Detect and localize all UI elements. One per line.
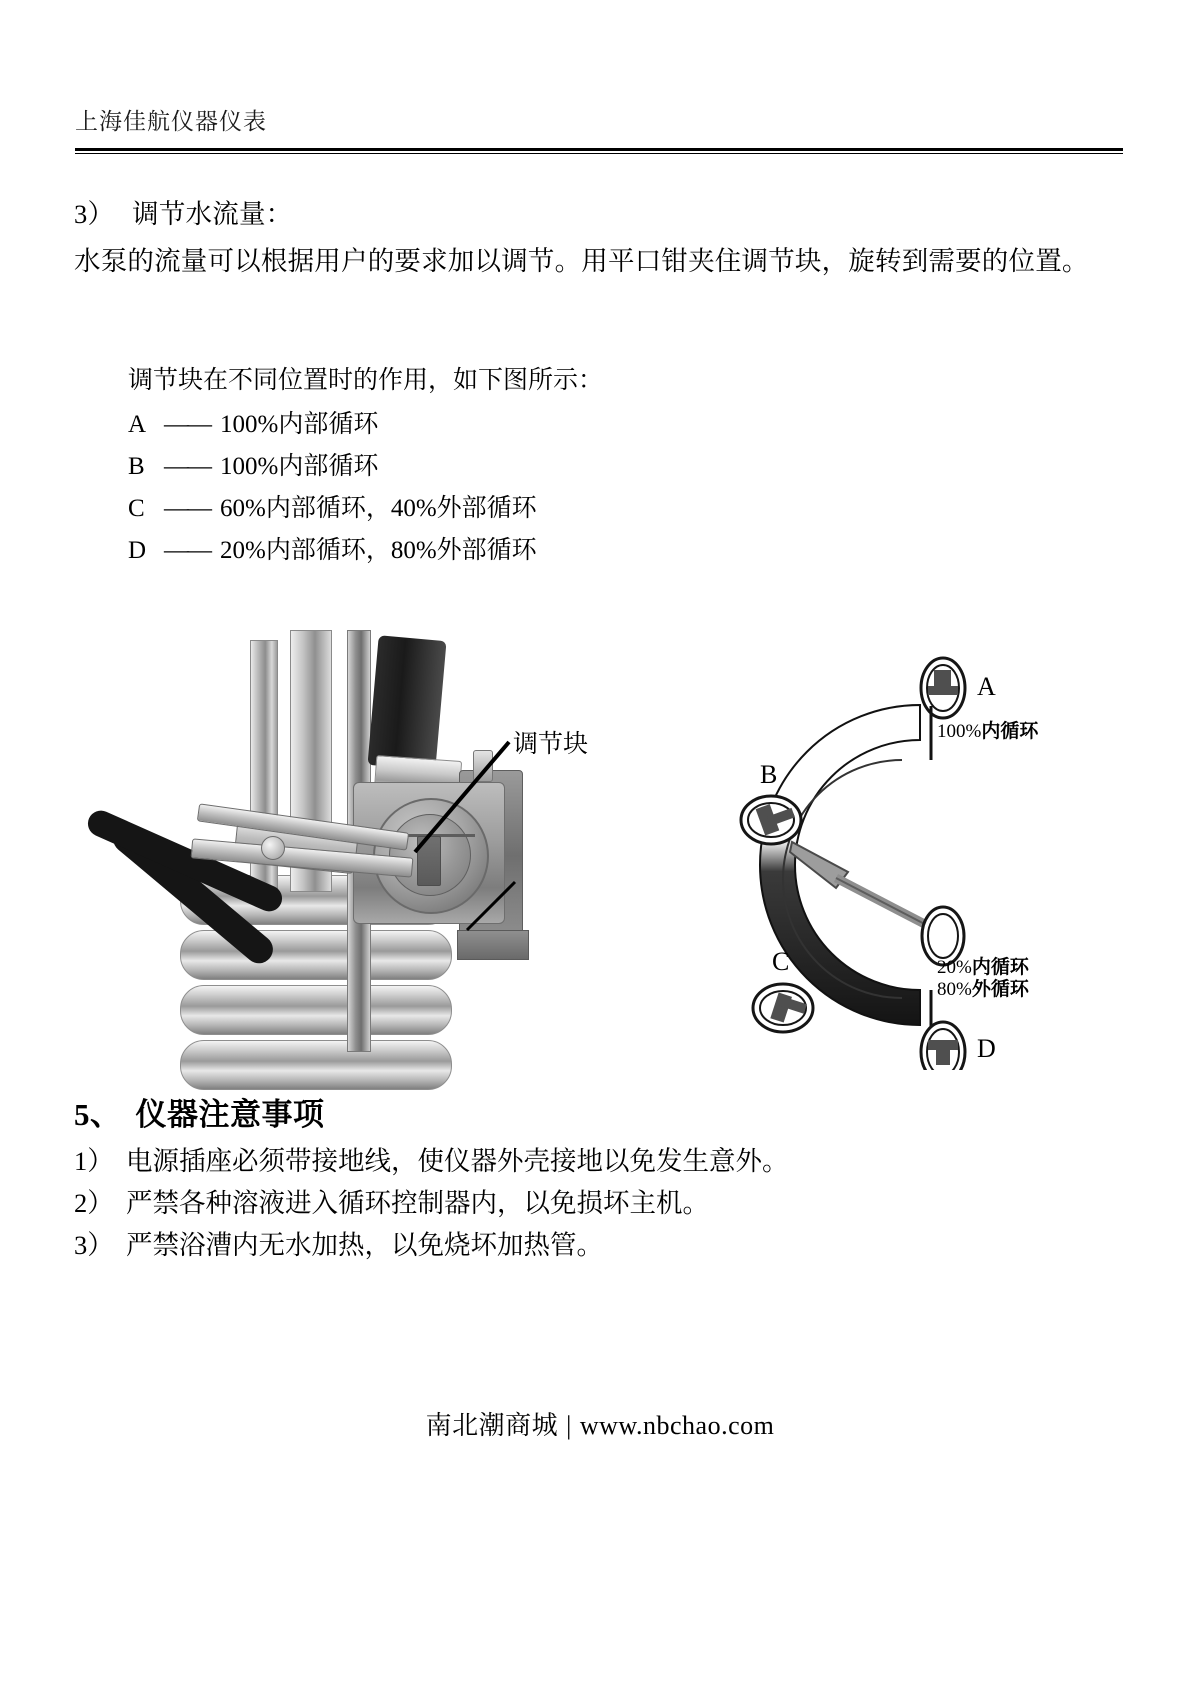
legend-value: 20%内部循环，80%外部循环 xyxy=(220,537,537,564)
list-item xyxy=(128,530,928,572)
list-item xyxy=(74,1224,1126,1266)
dial-label-top-pct: 100% xyxy=(937,721,982,742)
warning-number: 2） xyxy=(74,1188,114,1218)
dial-position-c: C xyxy=(772,947,790,976)
warning-number: 3） xyxy=(74,1230,114,1260)
warning-text: 严禁浴漕内无水加热，以免烧坏加热管。 xyxy=(126,1230,603,1260)
legend-list xyxy=(128,360,928,572)
legend-key: B xyxy=(128,453,145,480)
legend-value: 60%内部循环，40%外部循环 xyxy=(220,495,537,522)
dial-graphic xyxy=(640,620,1125,1070)
legend-key: D xyxy=(128,537,147,564)
step-heading xyxy=(74,192,1126,237)
section-precautions xyxy=(74,1092,1126,1266)
list-item xyxy=(128,446,928,488)
valve-icon-b xyxy=(741,796,801,844)
legend-dash: —— xyxy=(164,495,210,522)
dial-position-b: B xyxy=(760,760,778,789)
pump-photo xyxy=(85,630,605,1060)
valve-icon-a xyxy=(921,658,965,718)
step-paragraph: 水泵的流量可以根据用户的要求加以调节。用平口钳夹住调节块，旋转到需要的位置。 xyxy=(74,246,1089,276)
page-footer xyxy=(0,1405,1200,1442)
header-divider xyxy=(75,148,1123,154)
footer-site-name: 南北潮商城 xyxy=(425,1411,559,1440)
warning-text: 电源插座必须带接地线，使仪器外壳接地以免发生意外。 xyxy=(126,1146,789,1176)
dial-label-bottom-text-2: 外循环 xyxy=(971,979,1029,1000)
dial-label-bottom-2 xyxy=(937,974,1029,1001)
intro-text-block xyxy=(74,192,1126,284)
page-header xyxy=(75,108,1125,136)
legend-key: A xyxy=(128,411,147,438)
list-item xyxy=(128,404,928,446)
warning-number: 1） xyxy=(74,1146,114,1176)
step-number: 3） xyxy=(74,199,115,229)
step-title: 调节水流量： xyxy=(132,199,293,229)
dial-label-bottom-pct-1: 20% xyxy=(937,957,972,978)
section-number: 5、 xyxy=(74,1097,122,1132)
dial-label-bottom-pct-2: 80% xyxy=(937,979,972,1000)
footer-url[interactable]: www.nbchao.com xyxy=(579,1411,775,1440)
legend-value: 100%内部循环 xyxy=(220,411,379,438)
dial-label-top xyxy=(937,716,1038,743)
legend-lead-text: 调节块在不同位置时的作用，如下图所示： xyxy=(128,367,604,394)
figure-block xyxy=(75,620,1125,1070)
callout-leader-lines xyxy=(85,630,605,1060)
list-item xyxy=(74,1182,1126,1224)
dial-label-bottom-text-1: 内循环 xyxy=(971,957,1029,978)
dial-label-top-text: 内循环 xyxy=(981,721,1039,742)
company-name: 上海佳航仪器仪表 xyxy=(75,109,267,134)
legend-dash: —— xyxy=(164,411,210,438)
legend-dash: —— xyxy=(164,537,210,564)
list-item xyxy=(128,488,928,530)
legend-value: 100%内部循环 xyxy=(220,453,379,480)
dial-position-d: D xyxy=(977,1034,996,1063)
legend-key: C xyxy=(128,495,145,522)
dial-diagram xyxy=(640,620,1125,1070)
warning-text: 严禁各种溶液进入循环控制器内，以免损坏主机。 xyxy=(126,1188,709,1218)
valve-icon-c xyxy=(753,984,813,1032)
dial-position-a: A xyxy=(977,672,996,701)
legend-dash: —— xyxy=(164,453,210,480)
list-item xyxy=(74,1140,1126,1182)
section-title: 仪器注意事项 xyxy=(135,1097,325,1132)
dial-pointer xyxy=(790,842,940,932)
section-title-row xyxy=(74,1092,1126,1138)
callout-adjustment-block: 调节块 xyxy=(513,731,589,758)
footer-separator: | xyxy=(566,1411,572,1440)
